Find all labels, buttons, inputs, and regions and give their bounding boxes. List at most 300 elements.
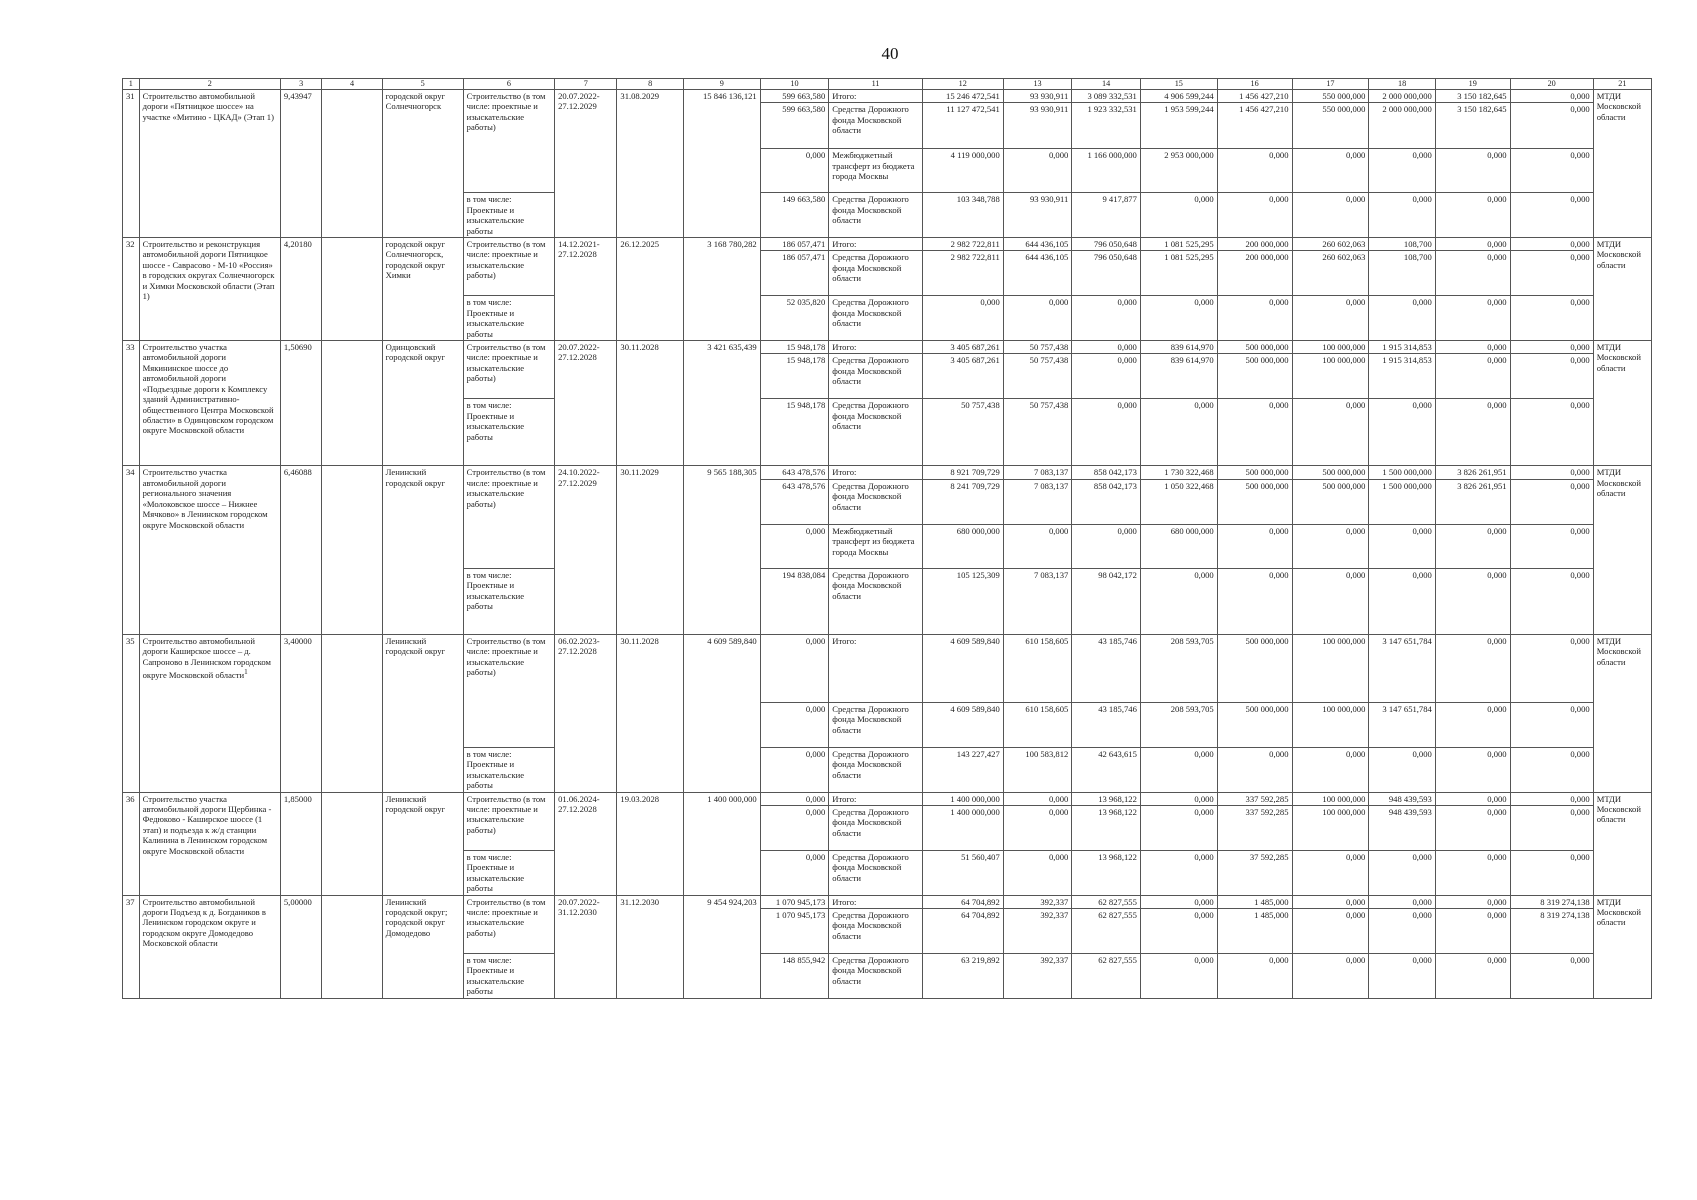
financed-before: 186 057,471 — [760, 238, 829, 251]
year-amount: 500 000,000 — [1217, 354, 1292, 399]
financed-before: 599 663,580 — [760, 90, 829, 103]
year-amount: 948 439,593 — [1369, 792, 1435, 805]
column-number: 5 — [382, 79, 463, 90]
year-amount: 11 127 472,541 — [922, 103, 1003, 149]
year-amount: 43 185,746 — [1072, 702, 1141, 747]
column-number: 15 — [1140, 79, 1217, 90]
financed-before: 194 838,084 — [760, 568, 829, 634]
empty-cell — [322, 466, 382, 634]
year-amount: 7 083,137 — [1003, 568, 1072, 634]
year-amount: 0,000 — [1510, 850, 1593, 895]
year-amount: 62 827,555 — [1072, 953, 1141, 998]
year-amount: 0,000 — [1217, 193, 1292, 238]
year-amount: 0,000 — [1140, 953, 1217, 998]
year-amount: 0,000 — [1510, 399, 1593, 466]
year-amount: 0,000 — [1003, 149, 1072, 193]
work-kind: Строительство (в том числе: проектные и изыскательские работы) — [463, 90, 554, 193]
financing-source: Средства Дорожного фонда Московской области — [829, 805, 922, 850]
financing-source: Средства Дорожного фонда Московской области — [829, 251, 922, 296]
year-amount: 858 042,173 — [1072, 479, 1141, 524]
financing-source: Средства Дорожного фонда Московской области — [829, 399, 922, 466]
financed-before: 643 478,576 — [760, 479, 829, 524]
year-amount: 8 921 709,729 — [922, 466, 1003, 479]
year-amount: 0,000 — [1292, 747, 1369, 792]
object-name-text: Строительство участка автомобильной дороги Щербинка - Федюково - Каширское шоссе (1 этап) и подъезда к ж/д станции Калинина в Ленинском городском округе Московской области — [142, 793, 272, 856]
financing-source: Итого: — [829, 466, 922, 479]
year-amount: 0,000 — [1292, 850, 1369, 895]
year-amount: 337 592,285 — [1217, 805, 1292, 850]
empty-cell — [322, 341, 382, 466]
year-amount: 0,000 — [1140, 193, 1217, 238]
year-amount: 208 593,705 — [1140, 634, 1217, 702]
financing-source: Средства Дорожного фонда Московской области — [829, 479, 922, 524]
estimated-cost: 3 168 780,282 — [683, 238, 760, 341]
financing-source: Межбюджетный трансферт из бюджета города Москвы — [829, 149, 922, 193]
year-amount: 0,000 — [1072, 524, 1141, 568]
financed-before: 0,000 — [760, 634, 829, 702]
year-amount: 0,000 — [1510, 466, 1593, 479]
year-amount: 50 757,438 — [1003, 341, 1072, 354]
year-amount: 0,000 — [1292, 399, 1369, 466]
year-amount: 0,000 — [1292, 908, 1369, 953]
year-amount: 51 560,407 — [922, 850, 1003, 895]
object-name — [139, 238, 280, 341]
work-kind-sub: в том числе: Проектные и изыскательские работы — [463, 747, 554, 792]
year-amount: 0,000 — [1510, 747, 1593, 792]
empty-cell — [322, 634, 382, 792]
municipality: Ленинский городской округ — [382, 634, 463, 792]
year-amount: 0,000 — [1510, 296, 1593, 341]
year-amount: 1 166 000,000 — [1072, 149, 1141, 193]
year-amount: 0,000 — [1217, 149, 1292, 193]
year-amount: 0,000 — [1369, 895, 1435, 908]
year-amount: 0,000 — [1510, 90, 1593, 103]
year-amount: 858 042,173 — [1072, 466, 1141, 479]
year-amount: 0,000 — [1369, 747, 1435, 792]
year-amount: 0,000 — [1510, 193, 1593, 238]
financing-source: Межбюджетный трансферт из бюджета города Москвы — [829, 524, 922, 568]
year-amount: 100 583,812 — [1003, 747, 1072, 792]
estimated-cost: 1 400 000,000 — [683, 792, 760, 895]
column-number: 21 — [1593, 79, 1651, 90]
footnote-mark: 1 — [244, 668, 248, 677]
executor: МТДИ Московской области — [1593, 895, 1651, 998]
object-length: 3,40000 — [280, 634, 322, 792]
year-amount: 7 083,137 — [1003, 479, 1072, 524]
work-kind: Строительство (в том числе: проектные и изыскательские работы) — [463, 792, 554, 850]
completion-date: 30.11.2029 — [617, 466, 683, 634]
year-amount: 1 915 314,853 — [1369, 354, 1435, 399]
year-amount: 98 042,172 — [1072, 568, 1141, 634]
completion-date: 31.12.2030 — [617, 895, 683, 998]
object-length: 6,46088 — [280, 466, 322, 634]
year-amount: 1 923 332,531 — [1072, 103, 1141, 149]
year-amount: 610 158,605 — [1003, 634, 1072, 702]
year-amount: 839 614,970 — [1140, 354, 1217, 399]
financed-before: 643 478,576 — [760, 466, 829, 479]
year-amount: 0,000 — [1292, 524, 1369, 568]
financing-line-row — [123, 466, 1652, 479]
object-number: 32 — [123, 238, 140, 341]
year-amount: 93 930,911 — [1003, 103, 1072, 149]
year-amount: 1 400 000,000 — [922, 792, 1003, 805]
object-name — [139, 341, 280, 466]
object-name — [139, 90, 280, 238]
year-amount: 0,000 — [1510, 568, 1593, 634]
year-amount: 0,000 — [1217, 953, 1292, 998]
year-amount: 0,000 — [1140, 895, 1217, 908]
year-amount: 0,000 — [1292, 193, 1369, 238]
empty-cell — [322, 90, 382, 238]
work-kind: Строительство (в том числе: проектные и изыскательские работы) — [463, 634, 554, 747]
year-amount: 0,000 — [1369, 399, 1435, 466]
year-amount: 13 968,122 — [1072, 792, 1141, 805]
object-number: 36 — [123, 792, 140, 895]
year-amount: 0,000 — [1003, 792, 1072, 805]
year-amount: 0,000 — [1510, 341, 1593, 354]
year-amount: 3 147 651,784 — [1369, 702, 1435, 747]
executor: МТДИ Московской области — [1593, 90, 1651, 238]
year-amount: 2 000 000,000 — [1369, 90, 1435, 103]
financing-source: Средства Дорожного фонда Московской области — [829, 296, 922, 341]
year-amount: 100 000,000 — [1292, 354, 1369, 399]
financing-source: Средства Дорожного фонда Московской области — [829, 747, 922, 792]
estimated-cost: 15 846 136,121 — [683, 90, 760, 238]
column-number: 12 — [922, 79, 1003, 90]
year-amount: 0,000 — [1435, 399, 1510, 466]
year-amount: 0,000 — [1435, 908, 1510, 953]
estimated-cost: 4 609 589,840 — [683, 634, 760, 792]
year-amount: 0,000 — [1435, 850, 1510, 895]
executor: МТДИ Московской области — [1593, 341, 1651, 466]
year-amount: 63 219,892 — [922, 953, 1003, 998]
year-amount: 0,000 — [1292, 895, 1369, 908]
financed-before: 0,000 — [760, 792, 829, 805]
year-amount: 100 000,000 — [1292, 702, 1369, 747]
municipality: Ленинский городской округ — [382, 466, 463, 634]
financed-before: 0,000 — [760, 524, 829, 568]
object-name-text: Строительство и реконструкция автомобильной дороги Пятницкое шоссе - Саврасово - М-10 «Россия» в городских округах Солнечногорск и Химки Московской области (Этап 1) — [142, 239, 275, 302]
year-amount: 0,000 — [1140, 747, 1217, 792]
financing-source: Средства Дорожного фонда Московской области — [829, 850, 922, 895]
year-amount: 337 592,285 — [1217, 792, 1292, 805]
year-amount: 500 000,000 — [1217, 634, 1292, 702]
work-dates: 20.07.2022-31.12.2030 — [555, 895, 617, 998]
year-amount: 0,000 — [1140, 399, 1217, 466]
object-number: 34 — [123, 466, 140, 634]
year-amount: 392,337 — [1003, 908, 1072, 953]
year-amount: 260 602,063 — [1292, 251, 1369, 296]
year-amount: 0,000 — [1435, 805, 1510, 850]
column-number: 4 — [322, 79, 382, 90]
financed-before: 599 663,580 — [760, 103, 829, 149]
object-name — [139, 792, 280, 895]
year-amount: 2 953 000,000 — [1140, 149, 1217, 193]
object-name — [139, 634, 280, 792]
year-amount: 1 485,000 — [1217, 895, 1292, 908]
column-number-row — [123, 79, 1652, 90]
year-amount: 0,000 — [1510, 251, 1593, 296]
year-amount: 42 643,615 — [1072, 747, 1141, 792]
year-amount: 3 150 182,645 — [1435, 103, 1510, 149]
year-amount: 0,000 — [1435, 296, 1510, 341]
year-amount: 50 757,438 — [1003, 354, 1072, 399]
year-amount: 0,000 — [1140, 792, 1217, 805]
year-amount: 0,000 — [1369, 524, 1435, 568]
column-number: 11 — [829, 79, 922, 90]
year-amount: 1 953 599,244 — [1140, 103, 1217, 149]
year-amount: 0,000 — [1510, 953, 1593, 998]
year-amount: 0,000 — [1369, 953, 1435, 998]
year-amount: 0,000 — [1435, 193, 1510, 238]
financed-before: 148 855,942 — [760, 953, 829, 998]
year-amount: 4 119 000,000 — [922, 149, 1003, 193]
column-number: 1 — [123, 79, 140, 90]
financing-line-row — [123, 895, 1652, 908]
financed-before: 186 057,471 — [760, 251, 829, 296]
column-number: 6 — [463, 79, 554, 90]
object-name-text: Строительство участка автомобильной дороги регионального значения «Молоковское шоссе – Нижнее Мячково» в Ленинском городском округе Московской области — [142, 467, 268, 530]
year-amount: 100 000,000 — [1292, 805, 1369, 850]
year-amount: 0,000 — [1140, 805, 1217, 850]
work-kind-sub: в том числе: Проектные и изыскательские работы — [463, 850, 554, 895]
year-amount: 0,000 — [1292, 568, 1369, 634]
financed-before: 0,000 — [760, 805, 829, 850]
year-amount: 13 968,122 — [1072, 805, 1141, 850]
work-dates: 06.02.2023-27.12.2028 — [555, 634, 617, 792]
financing-source: Средства Дорожного фонда Московской области — [829, 702, 922, 747]
year-amount: 50 757,438 — [922, 399, 1003, 466]
year-amount: 1 456 427,210 — [1217, 103, 1292, 149]
year-amount: 2 000 000,000 — [1369, 103, 1435, 149]
year-amount: 7 083,137 — [1003, 466, 1072, 479]
year-amount: 644 436,105 — [1003, 238, 1072, 251]
year-amount: 0,000 — [1369, 850, 1435, 895]
year-amount: 0,000 — [1510, 354, 1593, 399]
year-amount: 108,700 — [1369, 238, 1435, 251]
year-amount: 3 826 261,951 — [1435, 479, 1510, 524]
year-amount: 0,000 — [1369, 908, 1435, 953]
year-amount: 0,000 — [1435, 792, 1510, 805]
financed-before: 15 948,178 — [760, 341, 829, 354]
column-number: 14 — [1072, 79, 1141, 90]
year-amount: 0,000 — [1217, 296, 1292, 341]
financed-before: 0,000 — [760, 149, 829, 193]
year-amount: 3 826 261,951 — [1435, 466, 1510, 479]
year-amount: 100 000,000 — [1292, 792, 1369, 805]
year-amount: 3 405 687,261 — [922, 341, 1003, 354]
year-amount: 50 757,438 — [1003, 399, 1072, 466]
year-amount: 3 405 687,261 — [922, 354, 1003, 399]
year-amount: 62 827,555 — [1072, 895, 1141, 908]
object-name-text: Строительство автомобильной дороги Подъезд к д. Богдаников в Ленинском городском округе и городском округе Домодедово Московской области — [142, 896, 266, 949]
year-amount: 0,000 — [1217, 568, 1292, 634]
year-amount: 392,337 — [1003, 953, 1072, 998]
year-amount: 0,000 — [1510, 805, 1593, 850]
column-number: 19 — [1435, 79, 1510, 90]
financing-line-row — [123, 792, 1652, 805]
financing-source: Средства Дорожного фонда Московской области — [829, 953, 922, 998]
year-amount: 0,000 — [1369, 296, 1435, 341]
year-amount: 0,000 — [1435, 702, 1510, 747]
object-name — [139, 895, 280, 998]
year-amount: 0,000 — [1435, 634, 1510, 702]
year-amount: 0,000 — [1369, 568, 1435, 634]
year-amount: 37 592,285 — [1217, 850, 1292, 895]
work-kind: Строительство (в том числе: проектные и изыскательские работы) — [463, 341, 554, 399]
page-number: 40 — [881, 44, 899, 63]
year-amount: 0,000 — [1003, 524, 1072, 568]
year-amount: 0,000 — [1510, 238, 1593, 251]
year-amount: 0,000 — [1510, 103, 1593, 149]
year-amount: 644 436,105 — [1003, 251, 1072, 296]
year-amount: 200 000,000 — [1217, 251, 1292, 296]
year-amount: 0,000 — [1369, 193, 1435, 238]
financed-before: 0,000 — [760, 850, 829, 895]
year-amount: 550 000,000 — [1292, 90, 1369, 103]
year-amount: 610 158,605 — [1003, 702, 1072, 747]
year-amount: 500 000,000 — [1217, 341, 1292, 354]
year-amount: 4 609 589,840 — [922, 634, 1003, 702]
object-name-text: Строительство автомобильной дороги Каширское шоссе – д. Сапроново в Ленинском городском округе Московской области — [142, 635, 271, 680]
financing-source: Итого: — [829, 238, 922, 251]
municipality: Ленинский городской округ; городской округ Домодедово — [382, 895, 463, 998]
year-amount: 1 081 525,295 — [1140, 238, 1217, 251]
year-amount: 500 000,000 — [1292, 466, 1369, 479]
municipality: Одинцовский городской округ — [382, 341, 463, 466]
work-dates: 14.12.2021-27.12.2028 — [555, 238, 617, 341]
year-amount: 0,000 — [922, 296, 1003, 341]
year-amount: 0,000 — [1072, 296, 1141, 341]
work-kind: Строительство (в том числе: проектные и изыскательские работы) — [463, 238, 554, 296]
year-amount: 0,000 — [1140, 850, 1217, 895]
year-amount: 8 319 274,138 — [1510, 908, 1593, 953]
object-name-text: Строительство участка автомобильной дороги Мякининское шоссе до автомобильной дороги «Подъездные дороги к Комплексу зданий Административно-общественного Центра Московской области» в Одинцовском городском округе Московской области — [142, 342, 274, 436]
financing-source: Итого: — [829, 341, 922, 354]
object-length: 1,85000 — [280, 792, 322, 895]
year-amount: 62 827,555 — [1072, 908, 1141, 953]
column-number: 13 — [1003, 79, 1072, 90]
year-amount: 15 246 472,541 — [922, 90, 1003, 103]
year-amount: 0,000 — [1292, 296, 1369, 341]
year-amount: 0,000 — [1435, 341, 1510, 354]
financed-before: 15 948,178 — [760, 354, 829, 399]
year-amount: 500 000,000 — [1217, 466, 1292, 479]
financed-before: 0,000 — [760, 747, 829, 792]
year-amount: 0,000 — [1510, 479, 1593, 524]
year-amount: 0,000 — [1369, 149, 1435, 193]
year-amount: 0,000 — [1435, 238, 1510, 251]
object-length: 5,00000 — [280, 895, 322, 998]
year-amount: 100 000,000 — [1292, 341, 1369, 354]
column-number: 20 — [1510, 79, 1593, 90]
year-amount: 1 081 525,295 — [1140, 251, 1217, 296]
column-number: 10 — [760, 79, 829, 90]
column-number: 3 — [280, 79, 322, 90]
object-name-text: Строительство автомобильной дороги «Пятницкое шоссе» на участке «Митино - ЦКАД» (Этап 1) — [142, 91, 274, 122]
completion-date: 26.12.2025 — [617, 238, 683, 341]
year-amount: 3 089 332,531 — [1072, 90, 1141, 103]
executor: МТДИ Московской области — [1593, 634, 1651, 792]
work-kind-sub: в том числе: Проектные и изыскательские работы — [463, 399, 554, 466]
work-dates: 20.07.2022-27.12.2028 — [555, 341, 617, 466]
object-number: 33 — [123, 341, 140, 466]
year-amount: 0,000 — [1072, 399, 1141, 466]
financing-source: Итого: — [829, 90, 922, 103]
year-amount: 796 050,648 — [1072, 238, 1141, 251]
year-amount: 0,000 — [1003, 850, 1072, 895]
year-amount: 0,000 — [1435, 251, 1510, 296]
financing-line-row — [123, 634, 1652, 702]
object-number: 31 — [123, 90, 140, 238]
work-kind-sub: в том числе: Проектные и изыскательские работы — [463, 193, 554, 238]
year-amount: 0,000 — [1217, 747, 1292, 792]
year-amount: 64 704,892 — [922, 895, 1003, 908]
program-table — [122, 78, 1652, 999]
year-amount: 0,000 — [1140, 296, 1217, 341]
year-amount: 100 000,000 — [1292, 634, 1369, 702]
work-kind: Строительство (в том числе: проектные и изыскательские работы) — [463, 895, 554, 953]
year-amount: 3 150 182,645 — [1435, 90, 1510, 103]
year-amount: 1 915 314,853 — [1369, 341, 1435, 354]
executor: МТДИ Московской области — [1593, 238, 1651, 341]
year-amount: 392,337 — [1003, 895, 1072, 908]
year-amount: 2 982 722,811 — [922, 251, 1003, 296]
estimated-cost: 9 454 924,203 — [683, 895, 760, 998]
work-dates: 20.07.2022-27.12.2029 — [555, 90, 617, 238]
year-amount: 200 000,000 — [1217, 238, 1292, 251]
municipality: Ленинский городской округ — [382, 792, 463, 895]
estimated-cost: 3 421 635,439 — [683, 341, 760, 466]
year-amount: 0,000 — [1435, 149, 1510, 193]
completion-date: 30.11.2028 — [617, 634, 683, 792]
year-amount: 64 704,892 — [922, 908, 1003, 953]
financing-line-row — [123, 341, 1652, 354]
year-amount: 3 147 651,784 — [1369, 634, 1435, 702]
financing-source: Средства Дорожного фонда Московской области — [829, 568, 922, 634]
object-length: 4,20180 — [280, 238, 322, 341]
year-amount: 500 000,000 — [1292, 479, 1369, 524]
year-amount: 680 000,000 — [1140, 524, 1217, 568]
year-amount: 0,000 — [1510, 524, 1593, 568]
object-name — [139, 466, 280, 634]
year-amount: 0,000 — [1292, 149, 1369, 193]
year-amount: 0,000 — [1435, 895, 1510, 908]
work-dates: 01.06.2024-27.12.2028 — [555, 792, 617, 895]
financing-source: Средства Дорожного фонда Московской области — [829, 354, 922, 399]
financing-source: Итого: — [829, 634, 922, 702]
year-amount: 13 968,122 — [1072, 850, 1141, 895]
year-amount: 1 500 000,000 — [1369, 479, 1435, 524]
year-amount: 0,000 — [1435, 953, 1510, 998]
year-amount: 0,000 — [1435, 747, 1510, 792]
year-amount: 0,000 — [1217, 524, 1292, 568]
completion-date: 19.03.2028 — [617, 792, 683, 895]
year-amount: 796 050,648 — [1072, 251, 1141, 296]
year-amount: 93 930,911 — [1003, 90, 1072, 103]
executor: МТДИ Московской области — [1593, 466, 1651, 634]
column-number: 7 — [555, 79, 617, 90]
year-amount: 4 609 589,840 — [922, 702, 1003, 747]
year-amount: 8 319 274,138 — [1510, 895, 1593, 908]
estimated-cost: 9 565 188,305 — [683, 466, 760, 634]
work-kind: Строительство (в том числе: проектные и изыскательские работы) — [463, 466, 554, 568]
year-amount: 1 485,000 — [1217, 908, 1292, 953]
year-amount: 93 930,911 — [1003, 193, 1072, 238]
year-amount: 500 000,000 — [1217, 479, 1292, 524]
year-amount: 2 982 722,811 — [922, 238, 1003, 251]
year-amount: 4 906 599,244 — [1140, 90, 1217, 103]
